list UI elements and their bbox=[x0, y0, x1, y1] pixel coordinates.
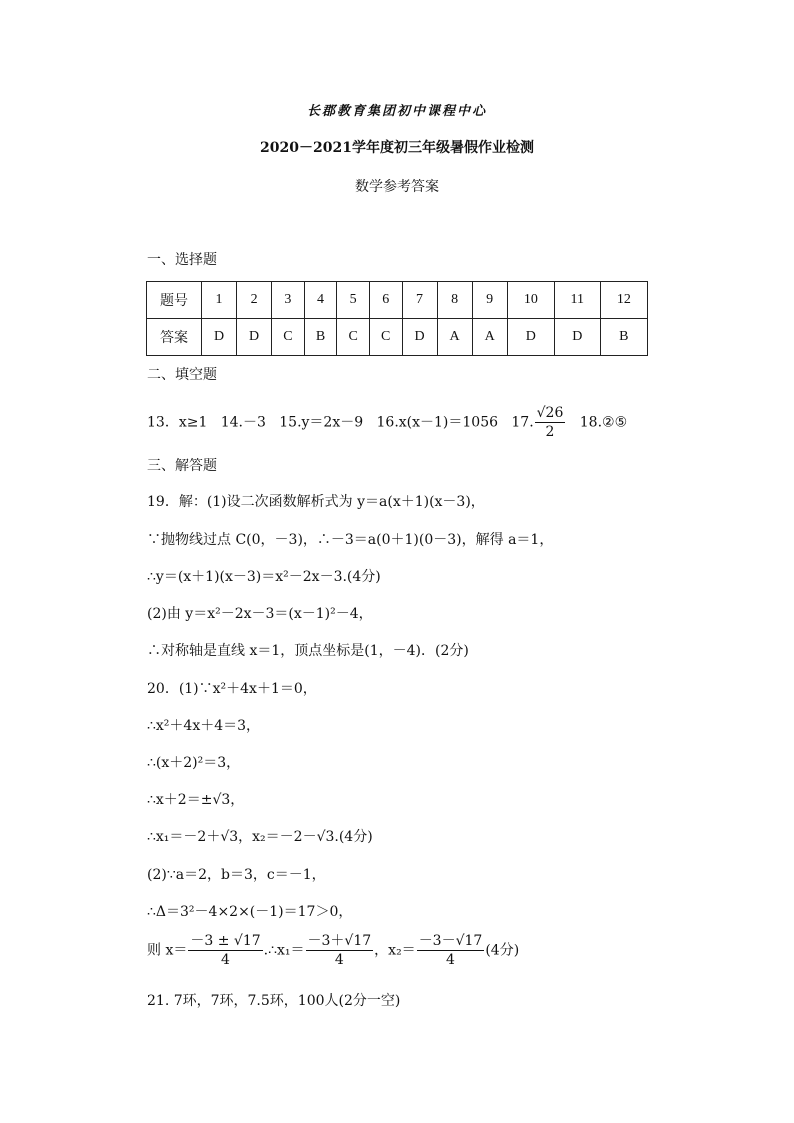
solution-line: 20．(1)∵x²＋4x＋1＝0， bbox=[147, 681, 317, 697]
q14-answer: 14.－3 bbox=[220, 414, 266, 431]
q13-answer: 13．x≥1 bbox=[147, 414, 208, 431]
q18-answer: 18.②⑤ bbox=[579, 414, 628, 431]
table-row-answers bbox=[147, 319, 648, 356]
fraction-numerator: －3 ± √17 bbox=[190, 933, 261, 949]
question-number-cell: 8 bbox=[437, 282, 472, 319]
q15-answer: 15.y＝2x－9 bbox=[279, 414, 364, 431]
answer-table bbox=[146, 281, 648, 356]
fraction-numerator: －3－√17 bbox=[418, 933, 483, 949]
solution-line: ∴Δ＝3²－4×2×(－1)＝17＞0， bbox=[147, 904, 353, 920]
section-3-heading: 三、解答题 bbox=[147, 458, 217, 474]
row-answer-label: 答案 bbox=[147, 319, 202, 356]
solution-line: (2)∵a＝2，b＝3，c＝－1， bbox=[147, 867, 326, 883]
q20-formula-line bbox=[147, 932, 519, 969]
q21-answer: 21. 7环，7环，7.5环，100人(2分一空) bbox=[147, 993, 401, 1009]
fraction-denominator: 4 bbox=[334, 952, 344, 968]
section-2-heading: 二、填空题 bbox=[147, 367, 217, 383]
org-name: 长郡教育集团初中课程中心 bbox=[306, 104, 487, 119]
solution-line: ∴x²＋4x＋4＝3， bbox=[147, 718, 261, 734]
answer-cell: D bbox=[507, 319, 554, 356]
question-number-cell: 1 bbox=[202, 282, 237, 319]
section-1-heading: 一、选择题 bbox=[147, 252, 217, 268]
answer-cell: B bbox=[600, 319, 647, 356]
q17-denominator: 2 bbox=[545, 424, 555, 440]
q17-numerator: √26 bbox=[536, 405, 564, 421]
answer-cell: D bbox=[237, 319, 272, 356]
answer-cell: C bbox=[369, 319, 402, 356]
q17-fraction bbox=[535, 404, 566, 441]
question-number-cell: 3 bbox=[272, 282, 305, 319]
solution-line: ∴x＋2＝±√3， bbox=[147, 792, 245, 808]
root-fraction bbox=[188, 932, 262, 969]
formula-text: ，x₂＝ bbox=[374, 942, 416, 959]
document-subtitle: 数学参考答案 bbox=[355, 179, 439, 195]
answer-cell: D bbox=[402, 319, 437, 356]
question-number-cell: 6 bbox=[369, 282, 402, 319]
answer-cell: D bbox=[554, 319, 600, 356]
solution-line: ∴(x＋2)²＝3， bbox=[147, 755, 241, 771]
root-fraction-x1 bbox=[306, 932, 374, 969]
formula-prefix: 则 x＝ bbox=[147, 942, 188, 959]
fraction-denominator: 4 bbox=[221, 952, 230, 968]
fill-answers bbox=[147, 404, 627, 441]
solution-line: ∴对称轴是直线 x＝1，顶点坐标是(1，－4)．(2分) bbox=[147, 643, 469, 659]
table-row-numbers bbox=[147, 282, 648, 319]
formula-text: .∴x₁＝ bbox=[263, 942, 305, 959]
question-number-cell: 7 bbox=[402, 282, 437, 319]
answer-cell: C bbox=[337, 319, 370, 356]
answer-cell: D bbox=[202, 319, 237, 356]
question-number-cell: 5 bbox=[337, 282, 370, 319]
solution-line: ∵抛物线过点 C(0，－3)，∴－3＝a(0＋1)(0－3)，解得 a＝1， bbox=[147, 532, 554, 548]
question-number-cell: 9 bbox=[472, 282, 507, 319]
solution-line: 19．解：(1)设二次函数解析式为 y＝a(x＋1)(x－3)， bbox=[147, 494, 485, 510]
fraction-numerator: －3＋√17 bbox=[307, 933, 372, 949]
row-head-label: 题号 bbox=[147, 282, 202, 319]
answer-cell: A bbox=[472, 319, 507, 356]
q16-answer: 16.x(x－1)＝1056 bbox=[376, 414, 499, 431]
question-number-cell: 11 bbox=[554, 282, 600, 319]
fraction-denominator: 4 bbox=[446, 952, 455, 968]
answer-cell: A bbox=[437, 319, 472, 356]
solution-line: ∴y＝(x＋1)(x－3)＝x²－2x－3.(4分) bbox=[147, 569, 381, 585]
answer-cell: B bbox=[304, 319, 337, 356]
question-number-cell: 2 bbox=[237, 282, 272, 319]
solution-line: ∴x₁＝－2＋√3，x₂＝－2－√3.(4分) bbox=[147, 829, 373, 845]
score-note: (4分) bbox=[485, 942, 520, 959]
root-fraction-x2 bbox=[417, 932, 485, 969]
solution-line: (2)由 y＝x²－2x－3＝(x－1)²－4， bbox=[147, 606, 373, 622]
question-number-cell: 10 bbox=[507, 282, 554, 319]
question-number-cell: 12 bbox=[600, 282, 647, 319]
document-title: 2020－2021学年度初三年级暑假作业检测 bbox=[260, 140, 534, 156]
question-number-cell: 4 bbox=[304, 282, 337, 319]
q17-prefix: 17. bbox=[511, 414, 534, 431]
answer-cell: C bbox=[272, 319, 305, 356]
